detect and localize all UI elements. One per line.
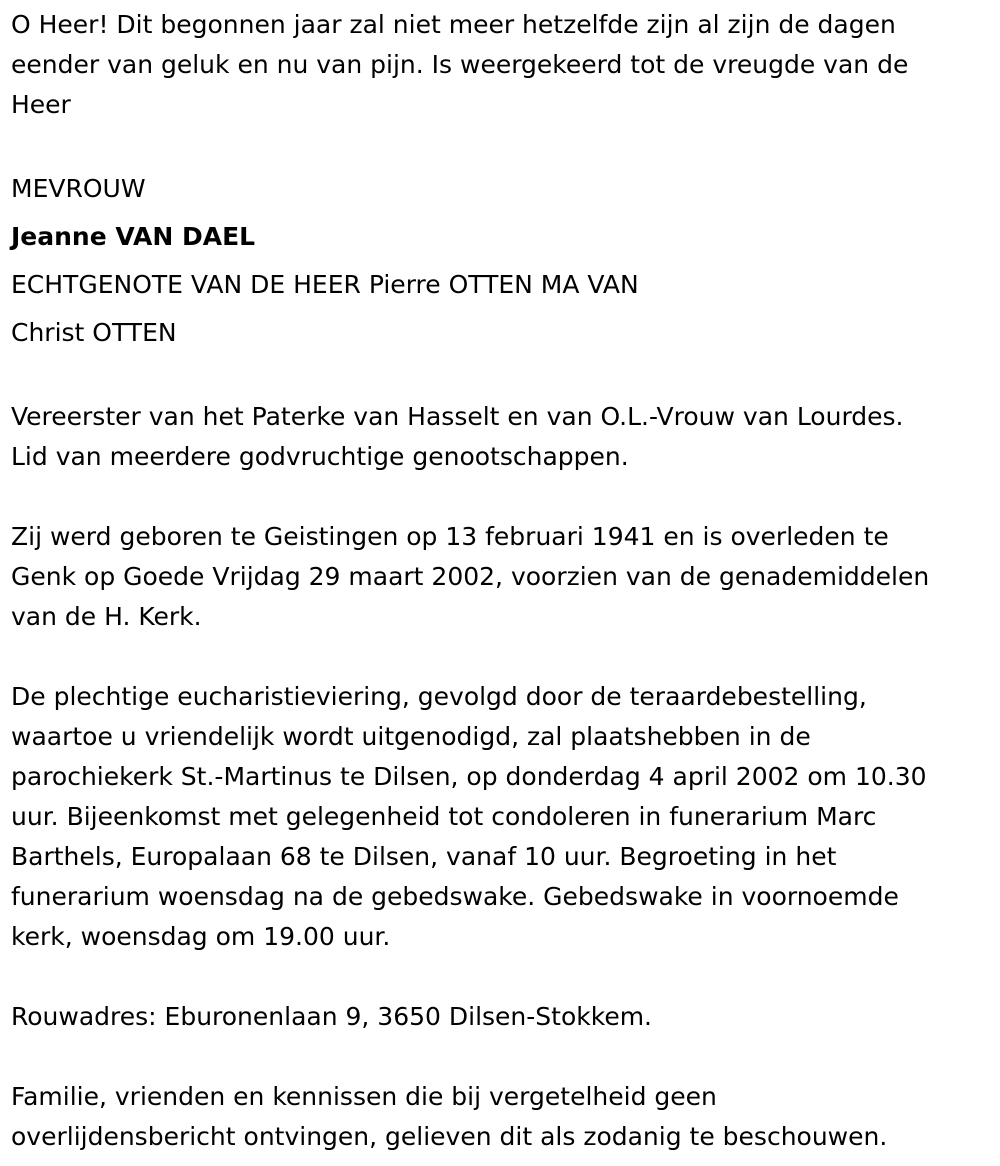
- spouse-line: ECHTGENOTE VAN DE HEER Pierre OTTEN MA VAN: [11, 270, 639, 299]
- closing-note: Familie, vrienden en kennissen die bij vergetelheid geen overlijdensbericht ontvingen, gelieven dit als zodanig te beschouwen.: [11, 1082, 888, 1151]
- mourning-address: Rouwadres: Eburonenlaan 9, 3650 Dilsen-Stokkem.: [11, 1002, 653, 1031]
- ceremony-paragraph: De plechtige eucharistieviering, gevolgd door de teraardebestelling, waartoe u vriendelijk wordt uitgenodigd, zal plaatshebben in de parochiekerk St.-Martinus te Dilsen, op donderdag 4 april 2002 om 10.30 uur. Bijeenkomst met gelegenheid tot condoleren in funerarium Marc Barthels, Europalaan 68 te Dilsen, vanaf 10 uur. Begroeting in het funerarium woensdag na de gebedswake. Gebedswake in voornoemde kerk, woensdag om 19.00 uur.: [11, 682, 927, 951]
- opening-verse: O Heer! Dit begonnen jaar zal niet meer hetzelfde zijn al zijn de dagen eender van geluk en nu van pijn. Is weergekeerd tot de vreugde van de Heer: [11, 10, 909, 119]
- deceased-name: Jeanne VAN DAEL: [11, 222, 256, 251]
- memberships-paragraph: Vereerster van het Paterke van Hasselt en van O.L.-Vrouw van Lourdes. Lid van meerdere godvruchtige genootschappen.: [11, 402, 904, 471]
- spacer: [11, 477, 991, 517]
- obituary-notice: [11, 5, 991, 1157]
- spacer: [11, 357, 991, 397]
- life-dates-paragraph: Zij werd geboren te Geistingen op 13 februari 1941 en is overleden te Genk op Goede Vrijdag 29 maart 2002, voorzien van de genademiddelen van de H. Kerk.: [11, 522, 930, 631]
- name-block: [11, 165, 991, 357]
- spacer: [11, 637, 991, 677]
- spacer: [11, 125, 991, 165]
- child-line: Christ OTTEN: [11, 318, 177, 347]
- spacer: [11, 957, 991, 997]
- title-label: MEVROUW: [11, 174, 146, 203]
- spacer: [11, 1037, 991, 1077]
